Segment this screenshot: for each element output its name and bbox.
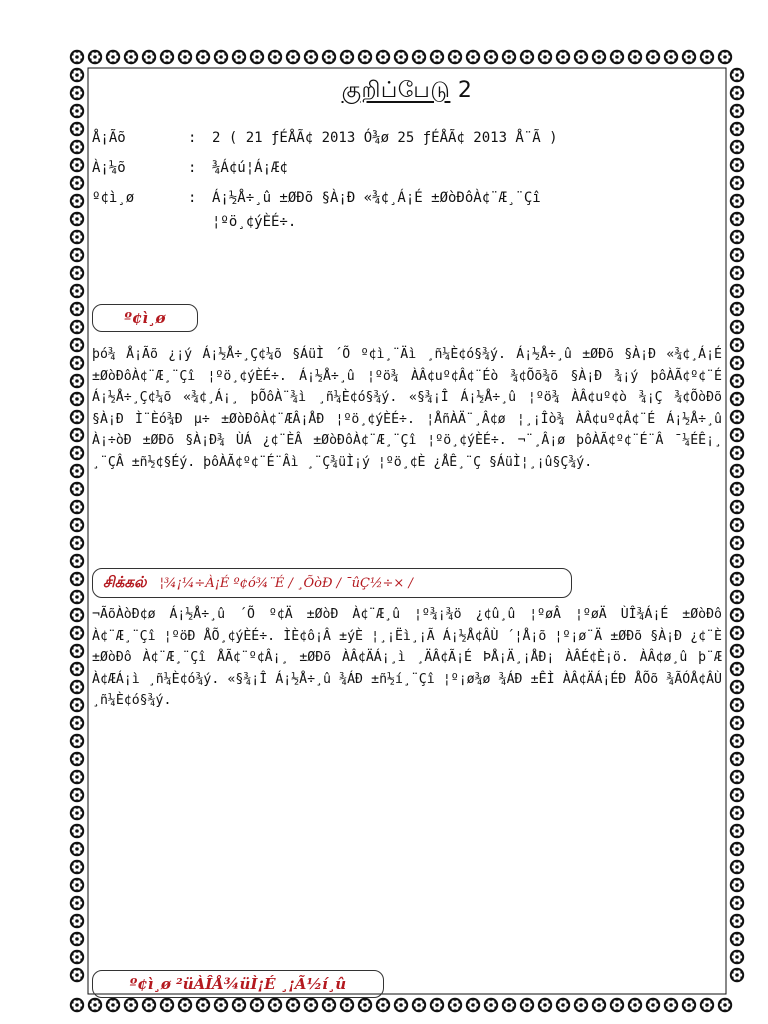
border-flower-icon — [178, 998, 192, 1012]
border-flower-icon — [286, 998, 300, 1012]
border-flower-icon — [70, 644, 84, 658]
border-flower-icon — [520, 998, 534, 1012]
section-label-reflection — [92, 568, 572, 598]
border-flower-icon — [730, 284, 744, 298]
border-flower-icon — [730, 428, 744, 442]
border-flower-icon — [70, 554, 84, 568]
border-flower-icon — [730, 266, 744, 280]
border-flower-icon — [70, 482, 84, 496]
border-flower-icon — [160, 998, 174, 1012]
border-flower-icon — [592, 50, 606, 64]
border-flower-icon — [700, 50, 714, 64]
border-flower-icon — [730, 122, 744, 136]
border-flower-icon — [376, 50, 390, 64]
border-flower-icon — [70, 140, 84, 154]
border-flower-icon — [70, 626, 84, 640]
border-flower-icon — [730, 608, 744, 622]
border-flower-icon — [730, 572, 744, 586]
border-flower-icon — [70, 950, 84, 964]
border-flower-icon — [430, 50, 444, 64]
border-flower-icon — [70, 590, 84, 604]
border-flower-icon — [730, 770, 744, 784]
border-flower-icon — [730, 176, 744, 190]
meta-row-subject — [92, 160, 722, 176]
border-flower-icon — [70, 788, 84, 802]
border-flower-icon — [70, 194, 84, 208]
border-flower-icon — [70, 680, 84, 694]
border-flower-icon — [664, 50, 678, 64]
border-flower-icon — [730, 878, 744, 892]
meta-label: À¡¼õ — [92, 160, 126, 176]
border-flower-icon — [730, 302, 744, 316]
border-flower-icon — [232, 50, 246, 64]
border-flower-icon — [610, 50, 624, 64]
border-flower-icon — [730, 626, 744, 640]
meta-value: Á¡½Å÷¸û ±ØÐõ §À¡Ð «¾¢¸Á¡É ±ØòÐôÀ¢¨Æ¸¨Çî — [212, 190, 541, 206]
meta-label: º¢ì¸ø — [92, 190, 135, 206]
border-flower-icon — [730, 860, 744, 874]
border-flower-icon — [70, 356, 84, 370]
meta-label: Å¡Ãõ — [92, 130, 126, 146]
border-flower-icon — [70, 500, 84, 514]
border-flower-icon — [70, 158, 84, 172]
border-flower-icon — [730, 464, 744, 478]
border-flower-icon — [70, 518, 84, 532]
border-flower-icon — [556, 50, 570, 64]
border-flower-icon — [70, 716, 84, 730]
border-flower-icon — [730, 788, 744, 802]
border-flower-icon — [628, 998, 642, 1012]
border-flower-icon — [70, 998, 84, 1012]
border-flower-icon — [466, 50, 480, 64]
border-flower-icon — [574, 50, 588, 64]
border-flower-icon — [340, 998, 354, 1012]
border-flower-icon — [730, 338, 744, 352]
border-flower-icon — [70, 698, 84, 712]
border-flower-icon — [106, 50, 120, 64]
border-flower-icon — [730, 806, 744, 820]
section-label-rest: ¦¾¡¼÷À¡É º¢ó¾¨É / ¸ÕòÐ / ¯ûÇ½÷× / — [159, 576, 413, 591]
border-flower-icon — [70, 446, 84, 460]
border-flower-icon — [70, 266, 84, 280]
border-flower-icon — [70, 428, 84, 442]
border-flower-icon — [250, 50, 264, 64]
section-label-tamil: சிக்கல் — [103, 573, 147, 591]
border-flower-icon — [268, 50, 282, 64]
border-flower-icon — [466, 998, 480, 1012]
border-flower-icon — [70, 122, 84, 136]
meta-value: 2 ( 21 ƒÉÅÃ¢ 2013 Ó¾ø 25 ƒÉÅÃ¢ 2013 Å¨Ã ) — [212, 130, 558, 146]
border-flower-icon — [358, 50, 372, 64]
border-flower-icon — [730, 842, 744, 856]
border-flower-icon — [682, 50, 696, 64]
border-flower-icon — [730, 896, 744, 910]
border-flower-icon — [124, 50, 138, 64]
page-title-number: 2 — [457, 78, 473, 103]
border-flower-icon — [430, 998, 444, 1012]
border-flower-icon — [376, 998, 390, 1012]
border-flower-icon — [70, 608, 84, 622]
border-flower-icon — [730, 554, 744, 568]
border-flower-icon — [232, 998, 246, 1012]
border-flower-icon — [394, 50, 408, 64]
border-flower-icon — [70, 806, 84, 820]
border-flower-icon — [730, 158, 744, 172]
border-flower-icon — [646, 50, 660, 64]
meta-colon: : — [188, 160, 197, 176]
border-flower-icon — [70, 392, 84, 406]
meta-row-week — [92, 130, 722, 146]
border-flower-icon — [70, 410, 84, 424]
section-label-problem: º¢ì¸ø — [92, 304, 198, 332]
page-title — [68, 78, 746, 106]
border-flower-icon — [484, 998, 498, 1012]
border-flower-icon — [730, 482, 744, 496]
border-flower-icon — [160, 50, 174, 64]
border-flower-icon — [730, 410, 744, 424]
border-flower-icon — [730, 140, 744, 154]
border-flower-icon — [730, 752, 744, 766]
border-flower-icon — [574, 998, 588, 1012]
border-flower-icon — [322, 50, 336, 64]
border-flower-icon — [502, 998, 516, 1012]
border-flower-icon — [70, 572, 84, 586]
border-flower-icon — [730, 392, 744, 406]
page-title-text: குறிப்பேடு — [341, 78, 451, 103]
meta-row-problem — [92, 190, 722, 206]
border-flower-icon — [214, 998, 228, 1012]
border-flower-icon — [70, 50, 84, 64]
border-flower-icon — [70, 230, 84, 244]
border-flower-icon — [730, 680, 744, 694]
paragraph-reflection: ¬ÃõÀòÐ¢ø Á¡½Å÷¸û ´Õ º¢Ä ±ØòÐ À¢¨Æ¸û ¦º¾¡¾ö ¿¢û¸û ¦ºøÂ ¦ºøÄ ÙÎ¾Á¡É ±ØòÐô À¢¨Æ¸¨Çî ¦ºöÐ ÅÕ¸¢ýÈÉ÷. ÌÈ¢ô¡Â ±ýÈ ¦¸¡Ëì¸¡Ã Á¡½Å¢ÂÙ ´¦Å¡õ ¦º¡ø¨Ä ±ØÐõ §À¡Ð ¿¢¨È ±ØòÐô À¢¨Æ¸¨Çî ÅÃ¢¨º¢Â¡¸ ±ØÐõ ÀÂ¢ÄÁ¡¸ì ¸ÄÂ¢Ã¡É ÞÅ¡Ä¸¡ÅÐ¡ ÀÂÉ¢È¡ö. ÀÂ¢ø¸û þ¨Æ À¢ÆÁ¡ì ¸ñ¼È¢ó¾ý. «§¾¡Î Á¡½Å÷¸û ¾ÁÐ ±ñ½í¸¨Çî ¦º¡ø¾ø ¾ÁÐ ±ÊÌ ÀÂ¢ÄÁ¡ÉÐ ÅÕõ ¾ÃÓÅ¢ÂÙ ¸ñ¼È¢ó§¾ý. — [92, 607, 722, 708]
border-flower-icon — [70, 284, 84, 298]
border-flower-icon — [730, 716, 744, 730]
border-flower-icon — [718, 998, 732, 1012]
border-flower-icon — [88, 998, 102, 1012]
border-flower-icon — [322, 998, 336, 1012]
border-flower-icon — [70, 338, 84, 352]
border-flower-icon — [700, 998, 714, 1012]
border-flower-icon — [682, 998, 696, 1012]
border-flower-icon — [142, 998, 156, 1012]
border-flower-icon — [412, 998, 426, 1012]
border-flower-icon — [70, 860, 84, 874]
border-flower-icon — [142, 50, 156, 64]
border-flower-icon — [70, 212, 84, 226]
border-flower-icon — [730, 662, 744, 676]
border-flower-icon — [70, 878, 84, 892]
border-flower-icon — [718, 50, 732, 64]
meta-colon: : — [188, 130, 197, 146]
border-flower-icon — [214, 50, 228, 64]
border-flower-icon — [484, 50, 498, 64]
border-flower-icon — [412, 50, 426, 64]
meta-value-continuation: ¦ºö¸¢ýÈÉ÷. — [212, 214, 297, 230]
border-flower-icon — [730, 590, 744, 604]
border-flower-icon — [730, 518, 744, 532]
border-flower-icon — [610, 998, 624, 1012]
border-flower-icon — [730, 320, 744, 334]
meta-section — [92, 130, 722, 244]
border-flower-icon — [730, 446, 744, 460]
border-flower-icon — [70, 842, 84, 856]
border-flower-icon — [70, 896, 84, 910]
border-flower-icon — [628, 50, 642, 64]
border-flower-icon — [178, 50, 192, 64]
border-flower-icon — [730, 248, 744, 262]
border-flower-icon — [70, 968, 84, 982]
border-flower-icon — [70, 914, 84, 928]
border-flower-icon — [592, 998, 606, 1012]
border-flower-icon — [304, 998, 318, 1012]
border-flower-icon — [394, 998, 408, 1012]
border-flower-icon — [88, 50, 102, 64]
border-flower-icon — [70, 824, 84, 838]
border-flower-icon — [304, 50, 318, 64]
border-flower-icon — [196, 50, 210, 64]
meta-colon: : — [188, 190, 197, 206]
border-flower-icon — [196, 998, 210, 1012]
border-flower-icon — [730, 230, 744, 244]
border-flower-icon — [70, 734, 84, 748]
border-flower-icon — [268, 998, 282, 1012]
border-flower-icon — [502, 50, 516, 64]
border-flower-icon — [730, 374, 744, 388]
border-flower-icon — [70, 176, 84, 190]
border-flower-icon — [538, 998, 552, 1012]
border-flower-icon — [70, 374, 84, 388]
border-flower-icon — [730, 500, 744, 514]
border-flower-icon — [556, 998, 570, 1012]
border-flower-icon — [448, 50, 462, 64]
border-flower-icon — [70, 320, 84, 334]
meta-value: ¾Á¢ú¦Á¡Æ¢ — [212, 160, 288, 176]
border-flower-icon — [730, 536, 744, 550]
border-flower-icon — [646, 998, 660, 1012]
border-flower-icon — [106, 998, 120, 1012]
border-flower-icon — [664, 998, 678, 1012]
border-flower-icon — [730, 194, 744, 208]
border-flower-icon — [286, 50, 300, 64]
border-flower-icon — [70, 536, 84, 550]
border-flower-icon — [448, 998, 462, 1012]
border-flower-icon — [730, 212, 744, 226]
border-flower-icon — [70, 932, 84, 946]
border-flower-icon — [730, 824, 744, 838]
notebook-page — [68, 48, 746, 1014]
border-flower-icon — [730, 968, 744, 982]
border-flower-icon — [730, 734, 744, 748]
border-flower-icon — [730, 914, 744, 928]
border-flower-icon — [730, 356, 744, 370]
border-flower-icon — [538, 50, 552, 64]
border-flower-icon — [520, 50, 534, 64]
border-flower-icon — [730, 932, 744, 946]
border-flower-icon — [730, 698, 744, 712]
border-flower-icon — [358, 998, 372, 1012]
border-flower-icon — [250, 998, 264, 1012]
border-flower-icon — [70, 752, 84, 766]
border-flower-icon — [70, 464, 84, 478]
border-flower-icon — [70, 248, 84, 262]
border-flower-icon — [340, 50, 354, 64]
section-label-causes: º¢ì¸ø ²üÀÎÅ¾üÌ¡É ¸¡Ã½í¸û — [92, 970, 384, 998]
border-flower-icon — [730, 644, 744, 658]
border-flower-icon — [124, 998, 138, 1012]
border-flower-icon — [70, 302, 84, 316]
paragraph-problem: þó¾ Å¡Ãõ ¿¡ý Á¡½Å÷¸Ç¢¼õ §ÁüÌ ´Õ º¢ì¸¨Äì ¸ñ¼È¢ó§¾ý. Á¡½Å÷¸û ±ØÐõ §À¡Ð «¾¢¸Á¡É ±ØòÐôÀ¢¨Æ¸¨Çî ¦ºö¸¢ýÈÉ÷. Á¡½Å÷¸û ¦ºö¾ ÀÂ¢uº¢Â¢¨Éò ¾¢Õõ¾õ §À¡Ð ¾¡ý þôÀÃ¢º¢¨É Á¡½Å÷¸Ç¢¼õ «¾¢¸Á¡¸ þÕôÀ¨¾ì ¸ñ¼È¢ó§¾ý. «§¾¡Î Á¡½Å÷¸û ¦ºö¾ ÀÂ¢uº¢ò ¾¡Ç ¾¢ÕòÐõ §À¡Ð Ì¨Èó¾Ð µ÷ ±ØòÐôÀ¢¨ÆÂ¡ÅÐ ¦ºö¸¢ýÈÉ÷. ¦ÅñÀÄ¨¸Â¢ø ¦¸¡Îò¾ ÀÂ¢uº¢Â¢¨É Á¡½Å÷¸û À¡÷òÐ ±ØÐõ §À¡Ð¾ ÙÁ ¿¢¨ÈÂ ±ØòÐôÀ¢¨Æ¸¨Çî ¦ºö¸¢ýÈÉ÷. ¬¨¸Â¡ø þôÀÃ¢º¢¨É¨Â ¯¼ÉÊ¡¸ ¸¨ÇÂ ±ñ½¢§Éý. þôÀÃ¢º¢¨É¨Âì ¸¨Ç¾üÌ¡ý ¦ºö¸¢È ¿ÅÊ¸¨Ç §ÁüÌ¦¸¡û§Ç¾ý. — [92, 347, 722, 470]
border-flower-icon — [730, 950, 744, 964]
border-flower-icon — [70, 770, 84, 784]
border-flower-icon — [70, 662, 84, 676]
